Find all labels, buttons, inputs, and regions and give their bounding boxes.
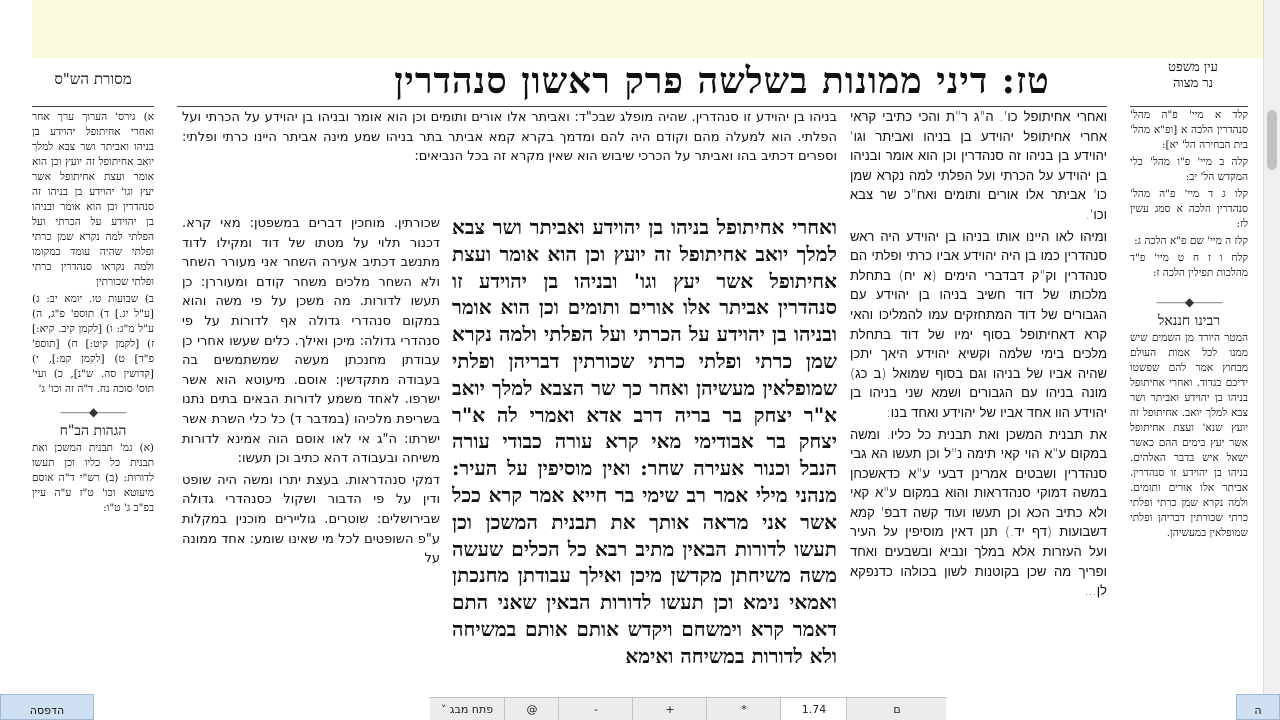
zoom-level-value: 1.74 [801,702,827,716]
zoom-in-button[interactable] [632,698,707,720]
vertical-scrollbar[interactable] [1263,0,1280,720]
header-label: עין משפט [1168,60,1218,75]
gemara-text: ואחרי אחיתופל בניהו בן יהוידע ואביתר ושר צבא למלך יואב אחיתופל זה יועץ וכן הוא אומר ועצת אחיתופל אשר יעץ וגו' ובניהו בן יהוידע זו סנהדרין אביתר אלו אורים ותומים וכן הוא אומר ובניהו בן יהוידע על הכרתי ועל הפלתי ולמה נקרא שמן כרתי ופלתי כרתי שכורתין דבריהן ופלתי שמופלאין מעשיהן ואחר כך שר הצבא למלך יואב א"ר יצחק בר בריה דרב אדא ואמרי לה א"ר יצחק בר אבודימי מאי קרא עורה כבודי עורה הנבל וכנור אעירה שחר: ואין מוסיפין על העיר: מנהני מילי אמר רב שימי בר חייא אמר קרא ככל אשר אני מראה אותך את תבנית המשכן וכן תעשו לדורות הבאין מתיב רבא כל הכלים שעשה משה משיחתן מקדשן מיכן ואילך עבודתן מחנכתן ואמאי נימא וכן תעשו לדורות הבאין שאני התם דאמר קרא וימשחם ויקדש אותם אותם במשיחה ולא לדורות במשיחה ואימא [452,215,837,668]
masoret-entry: ב) שבועות טו. יומא יב: ג) [ע"ל יג.] ד) תוספ' פ"ג, ה) ע"ל מ"ג: ו) [לקמן קיב. קיא:] ז) [לקמן קיט:] ח) [תוספ' פ"ד] ט) [לקמן קמ:], י) [קדושין סה. ש"נ], כ) ועי' תוס' סוכה נח. ד"ה זה וכו' ג' [32,293,154,395]
at-button[interactable] [504,698,559,720]
at-label: @ [526,702,538,716]
page-title: טז: דיני ממונות בשלשה פרק ראשון סנהדרין [394,60,1050,102]
hagahot-text: (א) גמ' תבנית המשכן ואת תבנית כל כליו וכן תעשו לדורות: (ב) רש"י ד"ה אוסם מיעוטא וכו' ט"ז ע"ה עיין בפ"ב ג' ט"ו: [32,442,154,514]
rabbeinu-chananel-text: המטר היורד מן השמים שיש ממנו לכל אמות העולם מבחוץ אמר להם שפשטו ידיכם בגדוד. ואחרי אחיתופל בניהו בן יהוידע ואביתר ושר צבא למלך יואב. אחיתופל זה יועץ שנא' ועצת אחיתופל אשר יעץ בימים ההם כאשר ישאל איש בדבר האלהים. בניהו בן יהוידע זו סנהדרין. אביתר אלו אורים ותומים. ולמה נקרא שמן כרתי ופלתי כרתי שכורתין דבריהן ופלתי שמופלאין במעשיהן. [1130,332,1248,539]
top-banner [32,0,1264,58]
talmud-page [29,58,1264,720]
tosafot-paragraph: דמקי סנהדראות. בעצת יתרו ומשה היה שופט ודין על פי הדבור ושקול כסנהדרי גדולה שבירושלים: שוטרים. גוליירים מוכנין במקלות ע"פ השופטים לכל מי שאינו שומע: אחד ממונה על [182,472,440,567]
tosafot-column [182,214,440,720]
page-icon-button[interactable] [846,697,946,720]
left-margin [0,0,32,720]
rashi-paragraph: ואחרי אחיתופל כו'. ה"ג ר"ת והכי כתיבי קראי אחרי אחיתופל יהוידע בן בניהו ואביתר וגו' יהוידע בן בניהו זה סנהדרין וכן הוא אומר ובניהו בן יהוידע על הכרתי ועל הפלתי למה נקרא שמן כו' אביתר אלו אורים ותומים ואח"כ שר צבא וכו'. [850,110,1107,223]
divider [177,106,1107,107]
rashi-paragraph: את תבנית המשכן ואת תבנית כל כליו. ומשה במקום ע"א הוי קאי תימה נ"ל וכן תעשו הא גבי סנהדרין ושבטים אמרינן דבעי ע"א כדאשכחן במשה דמוקי סנהדראות והוא במקום ע"א קאי ולא כתיב הכא וכן תעשו ועוד קשה דבפ' קמא דשבועות (דף יד.) תנן דאין מוסיפין על העיר ועל העזרות אלא במלך ונביא ובשבעים ואחד ופריך מה שכן בקוטנות לשון בכולהו כדנפקא לן... [850,427,1107,600]
star-icon: * [741,702,747,716]
ein-mishpat-entry: קלז ה מיי' שם פ"א הלכה ג: [1134,235,1248,247]
zoom-out-button[interactable] [558,698,633,720]
print-button-label: הדפסה [29,704,65,717]
gemara-main-text [452,214,837,720]
hagahot-title: הגהות הב"ח [59,423,127,439]
ein-mishpat-column [1130,108,1248,720]
scroll-thumb[interactable] [1267,110,1277,170]
open-menu-button[interactable] [430,698,504,720]
plus-icon: + [665,702,675,716]
open-menu-label: ˅ פתח מבג [440,702,494,716]
ein-mishpat-entry: קלו ג ד מיי' פ"ה מהל' סנהדרין הלכה א סמג עשין לז: [1130,188,1248,230]
star-button[interactable] [706,698,781,720]
tosafot-paragraph: בניהו בן יהוידע זו סנהדרין. שהיה מופלג שבכ"ד: ואביתר אלו אורים ותומים וכן הוא אומר ובניהו בן יהוידע על הכרתי ועל הפלתי. הוא למעלה מהם וקודם היה להם ומדמך בקרא קמא אביתר בתר בניהו שמע מינה אביתר היינו כרתי ופלתי: וספרים דכתיב בהו ואביתר על הכרכי שיבוש הוא שאין מקרא זה בכל הנביאים: [182,110,837,165]
divider [32,106,154,107]
tosafot-paragraph: שכורתין. מוחכין דברים במשפטן: מאי קרא. דכנור תלוי על מטתו של דוד ומקילו לדוד מתנשב דכתיב אעירה השחר אני מעורר השחר ולא השחר מלכים משחר קודם ומעוררן: כן תעשו לדורות. מה משכן על פי משה והוא במקום סנהדרי גדולה אף לדורות על פי סנהדרי גדולה: מיכן ואילך. כלים שעשו אחרי כן עבודתן מחנכתן מעשה שמשתמשים בה בעבודה מתקדשין: אוסם. מיעוטא הוא אשר ישרפו. לאחד משמע לדורות הבאים בתים נתנו בשריפת מלכיהו (במדבר ד) כל כלי השרת אשר ישרתו: ה"ג אי לאו אוסם הוה אמינא לדורות משיחה ובעבודה דהא כתיב וכן תעשו: [182,216,440,467]
zoom-toolbar [430,697,846,720]
divider [1130,106,1248,107]
tosafot-top [182,108,837,212]
ein-mishpat-entry: קלח ו ז ח ט מיי' פ"ד מהלכות תפילין הלכה ז: [1130,252,1248,279]
ornament-divider [1130,295,1248,310]
masoret-entry: א) גירס' הערוך ערך אחר ואחרי אחיתופל יהוידע בן בניהו ואביתר ושר צבא למלך יואב אחיתופל זה יועץ וכן הוא אומר ועצת אחיתופל אשר יעץ וגו' יהוידע בן בניהו זה סנהדרין וכן הוא אומר ובניהו בן יהוידע על הכרתי ועל הפלתי למה נקרא שמן כרתי ופלתי שהיה עומד במקומו ולמה נקראו סנהדרין כרתי ופלתי שכורתין [32,111,154,288]
rashi-paragraph: ומיהו לאו היינו אותו בניהו בן יהוידע היה ראש סנהדרין כמו בן היה יהוידע אביו כרתי ופלתי הם סנהדרין וק"ק דבדברי הימים (א יח) בתחלת מלכותו של דוד חשיב בניהו בן יהוידע עם הגבורים של דוד המתחזקים עמו להמליכו והאי קרא דאחיתופל בסוף ימיו של דוד בתחלת מלכים בימי שלמה וקשיא יהוידע היאך יתכן שהיה אביו של בניהו וגם בסוף שמואל (ב כג) מונה בניהו עם הגבורים ושמא שני בניהו בן יהוידע הוו אחד אביו של יהוידע ואחד בנו: [850,229,1107,421]
ein-mishpat-entry: קלד א מיי' פ"ה מהל' סנהדרין הלכה א [ופ"א מהל' בית הבחירה הל' יא]: [1130,109,1248,151]
rabbeinu-chananel-title: רבינו חננאל [1157,313,1221,329]
zoom-level-field[interactable] [780,698,847,720]
print-button[interactable] [0,694,94,720]
page-icon [846,698,947,720]
side-button-label: ה [1254,704,1262,717]
ein-mishpat-header [1138,60,1248,92]
page-glyph: ם [893,702,901,716]
side-button[interactable] [1236,694,1280,720]
minus-icon: - [594,702,598,716]
masoret-header: מסורת הש"ס [54,70,132,88]
masoret-column [29,110,154,720]
header-label: נר מצוה [1172,76,1214,91]
ornament-divider [32,405,154,420]
ein-mishpat-entry: קלה ב מיי' פ"ו מהל' כלי המקדש הל' יב: [1130,156,1248,183]
rashi-column [850,108,1107,720]
